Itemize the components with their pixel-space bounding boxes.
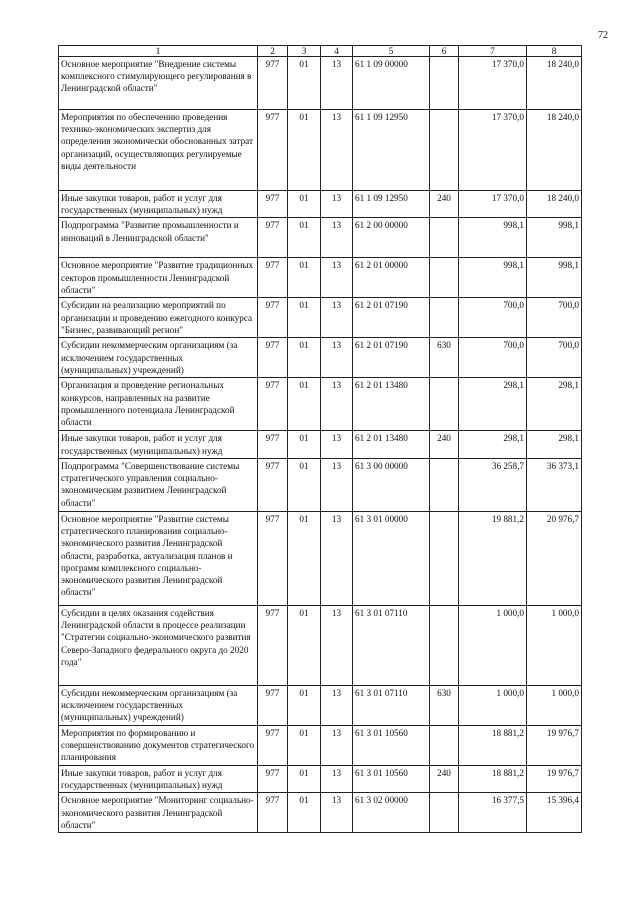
row-amount-2: 19 976,7 — [527, 725, 582, 765]
row-target-article: 61 3 01 00000 — [353, 511, 430, 605]
row-section: 01 — [288, 765, 321, 792]
row-target-article: 61 2 01 00000 — [353, 258, 430, 298]
row-grbs: 977 — [258, 57, 288, 110]
row-amount-2: 998,1 — [527, 258, 582, 298]
row-expense-type — [430, 218, 459, 258]
row-amount-1: 17 370,0 — [459, 57, 527, 110]
row-name: Субсидии некоммерческим организациям (за исключением государственных (муниципальных) учреждений) — [59, 338, 258, 378]
header-row — [59, 46, 582, 57]
page-number: 72 — [598, 30, 608, 41]
row-amount-2: 298,1 — [527, 431, 582, 458]
row-subsection: 13 — [321, 338, 353, 378]
header-cell: 2 — [258, 46, 288, 57]
row-amount-2: 36 373,1 — [527, 458, 582, 511]
table-row — [59, 378, 582, 431]
row-amount-2: 298,1 — [527, 378, 582, 431]
row-target-article: 61 2 01 13480 — [353, 378, 430, 431]
table-row — [59, 431, 582, 458]
row-name: Мероприятия по обеспечению проведения технико-экономических экспертиз для определения экономически обоснованных затрат организаций, осуществляющих регулируемые виды деятельности — [59, 110, 258, 191]
row-grbs: 977 — [258, 765, 288, 792]
row-expense-type — [430, 258, 459, 298]
row-amount-1: 298,1 — [459, 378, 527, 431]
row-name: Субсидии на реализацию мероприятий по организации и проведению ежегодного конкурса "Бизнес, развивающий регион" — [59, 298, 258, 338]
row-amount-1: 700,0 — [459, 298, 527, 338]
row-amount-2: 998,1 — [527, 218, 582, 258]
row-expense-type: 630 — [430, 338, 459, 378]
header-cell: 1 — [59, 46, 258, 57]
header-cell: 6 — [430, 46, 459, 57]
row-grbs: 977 — [258, 458, 288, 511]
row-expense-type — [430, 110, 459, 191]
row-amount-2: 700,0 — [527, 298, 582, 338]
row-subsection: 13 — [321, 793, 353, 833]
row-amount-1: 19 881,2 — [459, 511, 527, 605]
row-grbs: 977 — [258, 258, 288, 298]
table-row — [59, 765, 582, 792]
row-section: 01 — [288, 218, 321, 258]
row-target-article: 61 1 09 00000 — [353, 57, 430, 110]
row-amount-1: 36 258,7 — [459, 458, 527, 511]
row-section: 01 — [288, 298, 321, 338]
row-subsection: 13 — [321, 765, 353, 792]
row-grbs: 977 — [258, 605, 288, 685]
row-section: 01 — [288, 685, 321, 725]
row-section: 01 — [288, 511, 321, 605]
header-cell: 7 — [459, 46, 527, 57]
row-name: Иные закупки товаров, работ и услуг для государственных (муниципальных) нужд — [59, 765, 258, 792]
table-row — [59, 725, 582, 765]
row-target-article: 61 3 01 07110 — [353, 605, 430, 685]
row-amount-1: 1 000,0 — [459, 605, 527, 685]
row-grbs: 977 — [258, 298, 288, 338]
row-grbs: 977 — [258, 191, 288, 218]
row-amount-1: 18 881,2 — [459, 725, 527, 765]
row-grbs: 977 — [258, 511, 288, 605]
row-expense-type — [430, 605, 459, 685]
row-grbs: 977 — [258, 725, 288, 765]
row-expense-type: 240 — [430, 191, 459, 218]
table-row — [59, 258, 582, 298]
row-amount-2: 18 240,0 — [527, 57, 582, 110]
row-amount-2: 1 000,0 — [527, 685, 582, 725]
row-grbs: 977 — [258, 218, 288, 258]
row-subsection: 13 — [321, 218, 353, 258]
row-section: 01 — [288, 378, 321, 431]
row-expense-type: 630 — [430, 685, 459, 725]
table-row — [59, 605, 582, 685]
row-name: Подпрограмма "Совершенствование системы стратегического управления социально-экономическим развитием Ленинградской области" — [59, 458, 258, 511]
row-subsection: 13 — [321, 605, 353, 685]
row-subsection: 13 — [321, 511, 353, 605]
row-subsection: 13 — [321, 685, 353, 725]
row-section: 01 — [288, 338, 321, 378]
row-amount-1: 17 370,0 — [459, 110, 527, 191]
row-section: 01 — [288, 431, 321, 458]
row-target-article: 61 3 00 00000 — [353, 458, 430, 511]
row-target-article: 61 3 01 10560 — [353, 725, 430, 765]
row-name: Основное мероприятие "Развитие системы стратегического планирования социально-экономического развития Ленинградской области, разработка, актуализация планов и программ комплексного социально-экономического развития Ленинградской области" — [59, 511, 258, 605]
row-expense-type — [430, 298, 459, 338]
row-name: Мероприятия по формированию и совершенствованию документов стратегического планирования — [59, 725, 258, 765]
row-expense-type: 240 — [430, 431, 459, 458]
row-expense-type — [430, 511, 459, 605]
row-target-article: 61 2 01 13480 — [353, 431, 430, 458]
row-subsection: 13 — [321, 458, 353, 511]
row-section: 01 — [288, 191, 321, 218]
row-name: Организация и проведение региональных конкурсов, направленных на развитие промышленного потенциала Ленинградской области — [59, 378, 258, 431]
row-name: Иные закупки товаров, работ и услуг для государственных (муниципальных) нужд — [59, 191, 258, 218]
table-row — [59, 218, 582, 258]
row-name: Субсидии некоммерческим организациям (за исключением государственных (муниципальных) учреждений) — [59, 685, 258, 725]
row-section: 01 — [288, 793, 321, 833]
row-target-article: 61 1 09 12950 — [353, 191, 430, 218]
row-amount-2: 19 976,7 — [527, 765, 582, 792]
row-grbs: 977 — [258, 431, 288, 458]
row-subsection: 13 — [321, 725, 353, 765]
row-subsection: 13 — [321, 110, 353, 191]
row-target-article: 61 3 02 00000 — [353, 793, 430, 833]
row-section: 01 — [288, 110, 321, 191]
row-expense-type — [430, 793, 459, 833]
row-subsection: 13 — [321, 431, 353, 458]
header-cell: 4 — [321, 46, 353, 57]
row-section: 01 — [288, 57, 321, 110]
row-name: Основное мероприятие "Развитие традиционных секторов промышленности Ленинградской области" — [59, 258, 258, 298]
row-amount-1: 700,0 — [459, 338, 527, 378]
row-expense-type — [430, 378, 459, 431]
row-subsection: 13 — [321, 378, 353, 431]
row-amount-2: 15 396,4 — [527, 793, 582, 833]
row-grbs: 977 — [258, 378, 288, 431]
row-grbs: 977 — [258, 685, 288, 725]
row-target-article: 61 2 00 00000 — [353, 218, 430, 258]
row-expense-type — [430, 458, 459, 511]
row-name: Субсидии в целях оказания содействия Ленинградской области в процессе реализации "Стратегии социально-экономического развития Северо-Западного федерального округа до 2020 года" — [59, 605, 258, 685]
row-amount-1: 1 000,0 — [459, 685, 527, 725]
row-subsection: 13 — [321, 258, 353, 298]
table-row — [59, 793, 582, 833]
row-amount-2: 20 976,7 — [527, 511, 582, 605]
row-name: Подпрограмма "Развитие промышленности и инноваций в Ленинградской области" — [59, 218, 258, 258]
row-amount-2: 700,0 — [527, 338, 582, 378]
table-row — [59, 191, 582, 218]
row-name: Основное мероприятие "Мониторинг социально-экономического развития Ленинградской области" — [59, 793, 258, 833]
row-target-article: 61 1 09 12950 — [353, 110, 430, 191]
row-target-article: 61 2 01 07190 — [353, 298, 430, 338]
row-target-article: 61 3 01 07110 — [353, 685, 430, 725]
table-row — [59, 685, 582, 725]
row-target-article: 61 2 01 07190 — [353, 338, 430, 378]
budget-table — [58, 45, 582, 833]
row-amount-2: 18 240,0 — [527, 191, 582, 218]
row-subsection: 13 — [321, 191, 353, 218]
table-row — [59, 57, 582, 110]
header-cell: 5 — [353, 46, 430, 57]
table-row — [59, 338, 582, 378]
row-amount-1: 16 377,5 — [459, 793, 527, 833]
row-amount-1: 17 370,0 — [459, 191, 527, 218]
row-expense-type — [430, 725, 459, 765]
row-grbs: 977 — [258, 110, 288, 191]
row-expense-type — [430, 57, 459, 110]
row-amount-1: 998,1 — [459, 218, 527, 258]
table-row — [59, 298, 582, 338]
table-body — [59, 57, 582, 833]
row-target-article: 61 3 01 10560 — [353, 765, 430, 792]
row-grbs: 977 — [258, 793, 288, 833]
row-subsection: 13 — [321, 298, 353, 338]
row-expense-type: 240 — [430, 765, 459, 792]
row-amount-2: 18 240,0 — [527, 110, 582, 191]
row-name: Основное мероприятие "Внедрение системы комплексного стимулирующего регулирования в Ленинградской области" — [59, 57, 258, 110]
row-amount-1: 18 881,2 — [459, 765, 527, 792]
header-cell: 8 — [527, 46, 582, 57]
header-cell: 3 — [288, 46, 321, 57]
row-section: 01 — [288, 458, 321, 511]
row-subsection: 13 — [321, 57, 353, 110]
row-section: 01 — [288, 725, 321, 765]
row-amount-1: 298,1 — [459, 431, 527, 458]
table-row — [59, 110, 582, 191]
table-row — [59, 511, 582, 605]
row-section: 01 — [288, 258, 321, 298]
row-grbs: 977 — [258, 338, 288, 378]
row-amount-1: 998,1 — [459, 258, 527, 298]
row-section: 01 — [288, 605, 321, 685]
row-amount-2: 1 000,0 — [527, 605, 582, 685]
table-row — [59, 458, 582, 511]
row-name: Иные закупки товаров, работ и услуг для государственных (муниципальных) нужд — [59, 431, 258, 458]
